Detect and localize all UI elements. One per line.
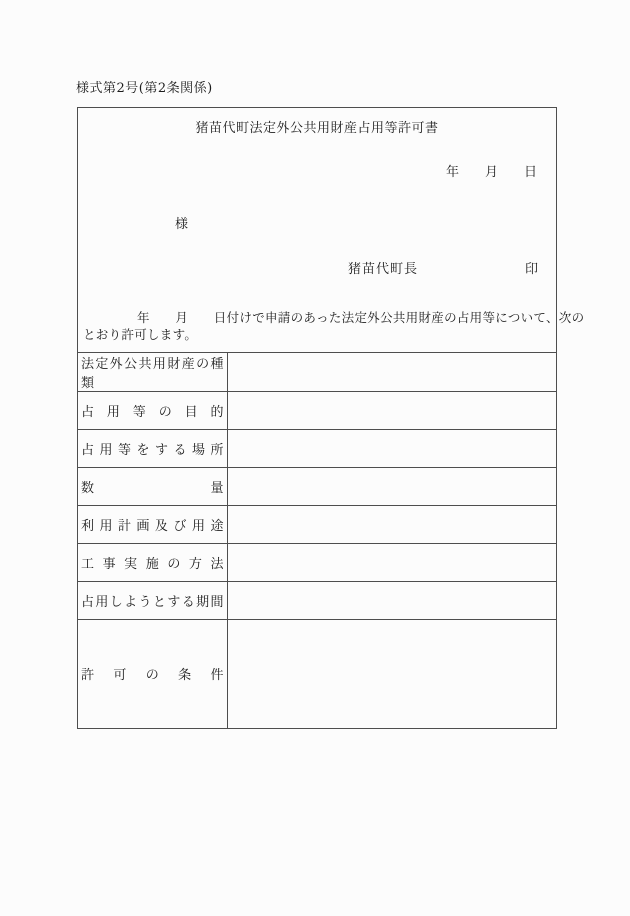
issuer-title: 猪苗代町長 xyxy=(348,262,419,277)
seal-placeholder: 印 xyxy=(524,262,538,277)
row-value-cell xyxy=(227,582,556,620)
row-label: 占用等をする場所 xyxy=(78,430,227,468)
body-paragraph xyxy=(78,309,585,343)
row-value-cell xyxy=(227,392,556,430)
row-label: 工事実施の方法 xyxy=(78,544,227,582)
table-row-permit-conditions xyxy=(78,620,556,728)
row-value-cell xyxy=(227,430,556,468)
document-border-box xyxy=(77,107,585,729)
row-label: 許可の条件 xyxy=(78,620,227,728)
table-row-location xyxy=(78,430,556,468)
row-value-cell xyxy=(227,620,556,728)
body-paragraph-line2: とおり許可します。 xyxy=(83,327,198,342)
body-paragraph-line1: 年 月 日付けで申請のあった法定外公共用財産の占用等について、次の xyxy=(137,310,585,325)
row-value-cell xyxy=(227,506,556,544)
issuer-line xyxy=(78,263,556,277)
row-value-cell xyxy=(227,468,556,506)
row-value-cell xyxy=(227,544,556,582)
table-row-construction-method xyxy=(78,544,556,582)
document-title: 猪苗代町法定外公共用財産占用等許可書 xyxy=(195,121,439,136)
table-row-usage-plan xyxy=(78,506,556,544)
form-number-label: 様式第2号(第2条関係) xyxy=(76,81,213,96)
row-label: 占用等の目的 xyxy=(78,392,227,430)
addressee-honorific: 様 xyxy=(175,217,189,232)
table-row-purpose xyxy=(78,392,556,430)
row-label: 占用しようとする期間 xyxy=(78,582,227,620)
table-row-property-type xyxy=(78,353,556,392)
issue-date-line: 年 月 日 xyxy=(445,165,537,180)
row-value-cell xyxy=(227,353,556,392)
table-row-quantity xyxy=(78,468,556,506)
row-label: 利用計画及び用途 xyxy=(78,506,227,544)
permit-details-table xyxy=(78,352,556,728)
table-row-occupancy-period xyxy=(78,582,556,620)
row-label: 数量 xyxy=(78,468,227,506)
row-label: 法定外公共用財産の種類 xyxy=(78,353,227,392)
